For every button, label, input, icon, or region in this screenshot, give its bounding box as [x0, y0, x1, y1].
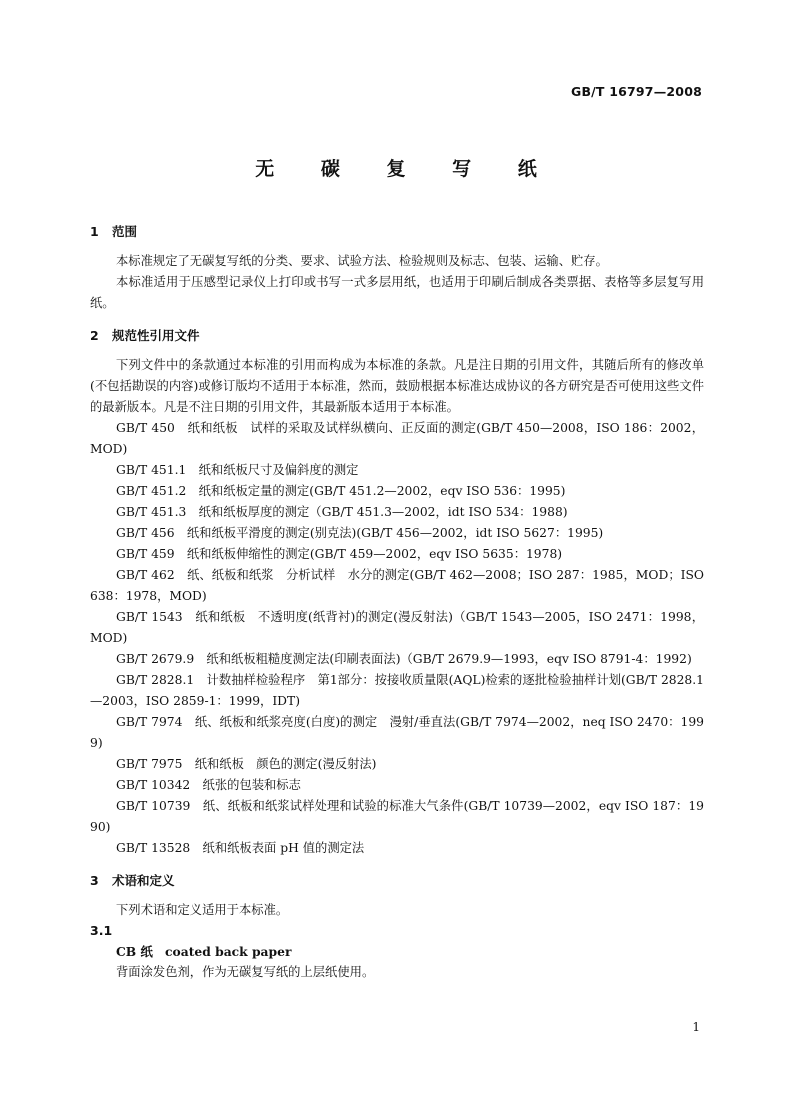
reference-item: GB/T 13528 纸和纸板表面 pH 值的测定法: [116, 841, 365, 855]
paragraph: 下列术语和定义适用于本标准。: [116, 903, 289, 917]
reference-item: GB/T 7974 纸、纸板和纸浆亮度(白度)的测定 漫射/垂直法(GB/T 7974—2002，neq ISO 2470：1999): [90, 715, 704, 750]
reference-item: GB/T 10342 纸张的包装和标志: [116, 778, 301, 792]
reference-item: GB/T 462 纸、纸板和纸浆 分析试样 水分的测定(GB/T 462—2008；ISO 287：1985，MOD；ISO 638：1978，MOD): [90, 568, 704, 603]
section-title: 范围: [112, 224, 138, 239]
section-number: 3: [90, 873, 99, 888]
document-title: 无 碳 复 写 纸: [255, 158, 557, 180]
section-heading: [90, 222, 704, 242]
reference-item: GB/T 459 纸和纸板伸缩性的测定(GB/T 459—2002，eqv ISO 5635：1978): [116, 547, 563, 561]
paragraph: 本标准规定了无碳复写纸的分类、要求、试验方法、检验规则及标志、包装、运输、贮存。: [116, 254, 608, 268]
section-title: 规范性引用文件: [112, 328, 200, 343]
reference-item: GB/T 451.3 纸和纸板厚度的测定（GB/T 451.3—2002，idt ISO 534：1988): [116, 505, 568, 519]
section-heading: [90, 871, 704, 891]
reference-item: GB/T 10739 纸、纸板和纸浆试样处理和试验的标准大气条件(GB/T 10739—2002，eqv ISO 187：1990): [90, 799, 704, 834]
term-title: CB 纸 coated back paper: [116, 944, 292, 959]
paragraph: 下列文件中的条款通过本标准的引用而构成为本标准的条款。凡是注日期的引用文件，其随后所有的修改单(不包括勘误的内容)或修订版均不适用于本标准，然而，鼓励根据本标准达成协议的各方研究是否可使用这些文件的最新版本。凡是不注日期的引用文件，其最新版本适用于本标准。: [90, 358, 704, 414]
paragraph: 本标准适用于压感型记录仪上打印或书写一式多层用纸，也适用于印刷后制成各类票据、表格等多层复写用纸。: [90, 275, 704, 310]
reference-item: GB/T 450 纸和纸板 试样的采取及试样纵横向、正反面的测定(GB/T 450—2008，ISO 186：2002，MOD): [90, 421, 704, 456]
reference-item: GB/T 451.1 纸和纸板尺寸及偏斜度的测定: [116, 463, 359, 477]
section-title: 术语和定义: [112, 873, 175, 888]
reference-item: GB/T 456 纸和纸板平滑度的测定(别克法)(GB/T 456—2002，idt ISO 5627：1995): [116, 526, 604, 540]
reference-item: GB/T 2679.9 纸和纸板粗糙度测定法(印刷表面法)（GB/T 2679.9—1993，eqv ISO 8791-4：1992): [116, 652, 692, 666]
section-heading: [90, 326, 704, 346]
reference-item: GB/T 2828.1 计数抽样检验程序 第1部分：按接收质量限(AQL)检索的逐批检验抽样计划(GB/T 2828.1—2003，ISO 2859-1：1999，IDT): [90, 673, 704, 708]
reference-item: GB/T 451.2 纸和纸板定量的测定(GB/T 451.2—2002，eqv ISO 536：1995): [116, 484, 566, 498]
term-definition: 背面涂发色剂，作为无碳复写纸的上层纸使用。: [116, 965, 375, 979]
page-number: 1: [692, 1020, 700, 1034]
standard-number: GB/T 16797—2008: [570, 84, 702, 99]
section-number: 1: [90, 224, 99, 239]
reference-item: GB/T 7975 纸和纸板 颜色的测定(漫反射法): [116, 757, 377, 771]
reference-item: GB/T 1543 纸和纸板 不透明度(纸背衬)的测定(漫反射法)（GB/T 1543—2005，ISO 2471：1998，MOD): [90, 610, 704, 645]
document-body: [90, 222, 704, 983]
subsection-number: 3.1: [90, 923, 113, 938]
section-number: 2: [90, 328, 99, 343]
